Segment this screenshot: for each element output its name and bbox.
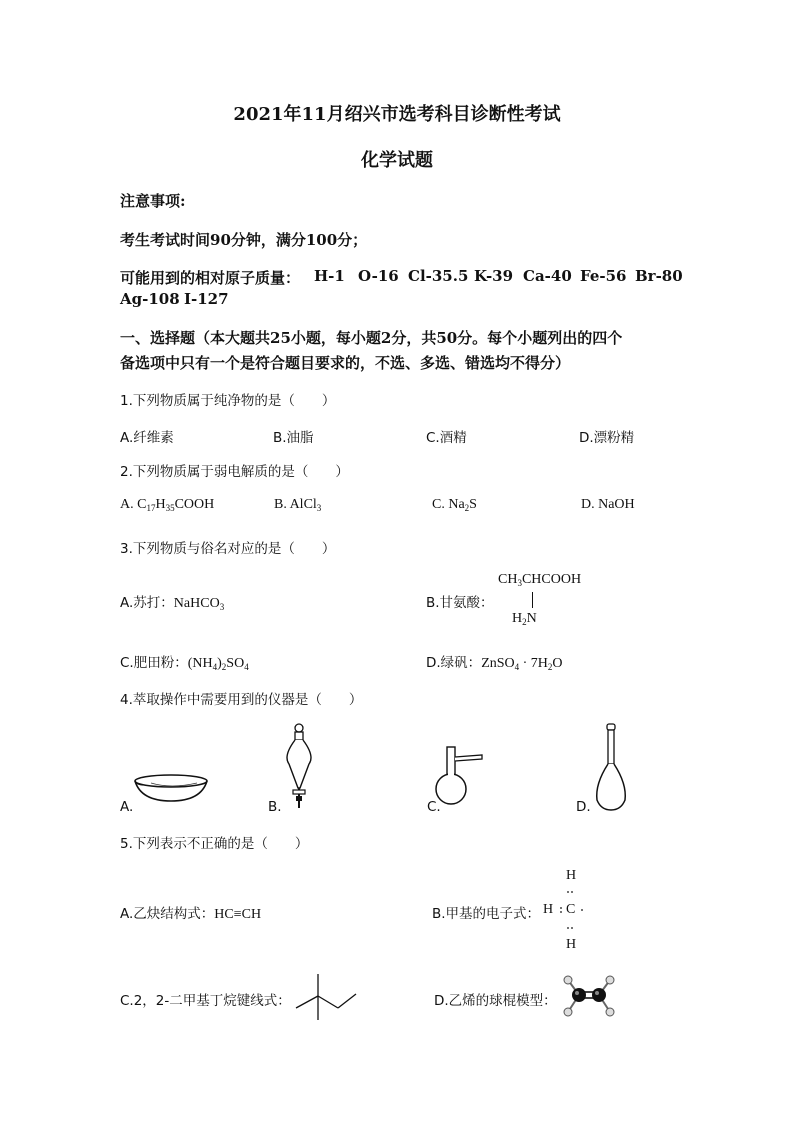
mass-ca: Ca-40: [523, 267, 572, 285]
exam-subtitle: 化学试题: [361, 150, 433, 171]
question-1-option-d[interactable]: D.漂粉精: [579, 430, 635, 446]
section-heading-line1: 一、选择题（本大题共25小题，每小题2分，共50分。每个小题列出的四个: [120, 329, 623, 347]
methyl-bottom-h: H: [566, 937, 577, 952]
question-2-option-a[interactable]: A. $C_{17}H_{35}COOH$: [120, 497, 215, 513]
section-heading-line2: 备选项中只有一个是符合题目要求的，不选、多选、错选均不得分）: [120, 354, 571, 372]
mass-ag: Ag-108: [120, 290, 180, 308]
question-5-option-b[interactable]: B.甲基的电子式：: [432, 906, 541, 922]
methyl-top-h: H: [566, 868, 577, 883]
question-3-option-b-label: B.甘氨酸：: [426, 595, 494, 611]
ethylene-ball-stick-icon: [560, 974, 620, 1020]
question-5-option-d[interactable]: D.乙烯的球棍模型：: [434, 993, 557, 1009]
evaporating-dish-icon: [133, 771, 213, 807]
glycine-top-formula: $CH_3CHCOOH$: [498, 572, 582, 588]
electron-dots-icon: [552, 878, 592, 958]
volumetric-flask-icon: [593, 722, 643, 814]
question-4-option-b[interactable]: B.: [268, 799, 282, 815]
question-4-option-c[interactable]: C.: [427, 799, 441, 815]
mass-h: H-1: [314, 267, 345, 285]
mass-k: K-39: [474, 267, 514, 285]
exam-time-line: 考生考试时间90分钟，满分100分；: [120, 231, 368, 249]
question-3-option-d[interactable]: D.绿矾：ZnSO$_4$ · $7H_2O$: [426, 655, 563, 672]
glycine-bond-line: [531, 592, 535, 612]
question-3-stem: 3.下列物质与俗名对应的是（ ）: [120, 541, 336, 557]
mass-cl: Cl-35.5: [408, 267, 469, 285]
question-1-option-c[interactable]: C.酒精: [426, 430, 467, 446]
mass-fe: Fe-56: [580, 267, 627, 285]
distillation-flask-icon: [436, 747, 496, 809]
question-4-option-a[interactable]: A.: [120, 799, 134, 815]
question-3-option-a[interactable]: A.苏打：NaHCO$_3$: [120, 595, 225, 612]
question-4-option-d[interactable]: D.: [576, 799, 591, 815]
question-2-option-c[interactable]: C. $Na_2S$: [432, 497, 477, 513]
atomic-mass-label: 可能用到的相对原子质量：: [120, 269, 301, 287]
mass-br: Br-80: [635, 267, 683, 285]
question-2-stem: 2.下列物质属于弱电解质的是（ ）: [120, 464, 349, 480]
exam-title: 2021年11月绍兴市选考科目诊断性考试: [233, 104, 561, 125]
mass-i: I-127: [184, 290, 229, 308]
question-5-stem: 5.下列表示不正确的是（ ）: [120, 836, 309, 852]
methyl-left-h: H: [543, 902, 554, 917]
question-1-stem: 1.下列物质属于纯净物的是（ ）: [120, 393, 336, 409]
question-1-option-b[interactable]: B.油脂: [273, 430, 314, 446]
atomic-mass-line: [120, 267, 300, 288]
question-5-option-c[interactable]: C.2，2-二甲基丁烷键线式：: [120, 993, 291, 1009]
question-4-stem: 4.萃取操作中需要用到的仪器是（ ）: [120, 692, 363, 708]
dimethylbutane-skeletal-icon: [294, 974, 358, 1024]
question-1-option-a[interactable]: A.纤维素: [120, 430, 174, 446]
mass-o: O-16: [358, 267, 399, 285]
question-2-option-d[interactable]: D. NaOH: [581, 497, 635, 512]
methyl-carbon: C: [566, 902, 576, 917]
question-3-option-c[interactable]: C.肥田粉：$(NH_4)_2SO_4$: [120, 655, 249, 672]
question-5-option-a[interactable]: A.乙炔结构式：HC≡CH: [120, 906, 262, 922]
separatory-funnel-icon: [279, 722, 323, 812]
question-2-option-b[interactable]: B. AlCl$_3$: [274, 497, 322, 513]
notes-heading: 注意事项:: [120, 192, 186, 210]
glycine-amino-group: $H_2N$: [512, 611, 537, 627]
question-3-option-b[interactable]: [426, 591, 494, 611]
